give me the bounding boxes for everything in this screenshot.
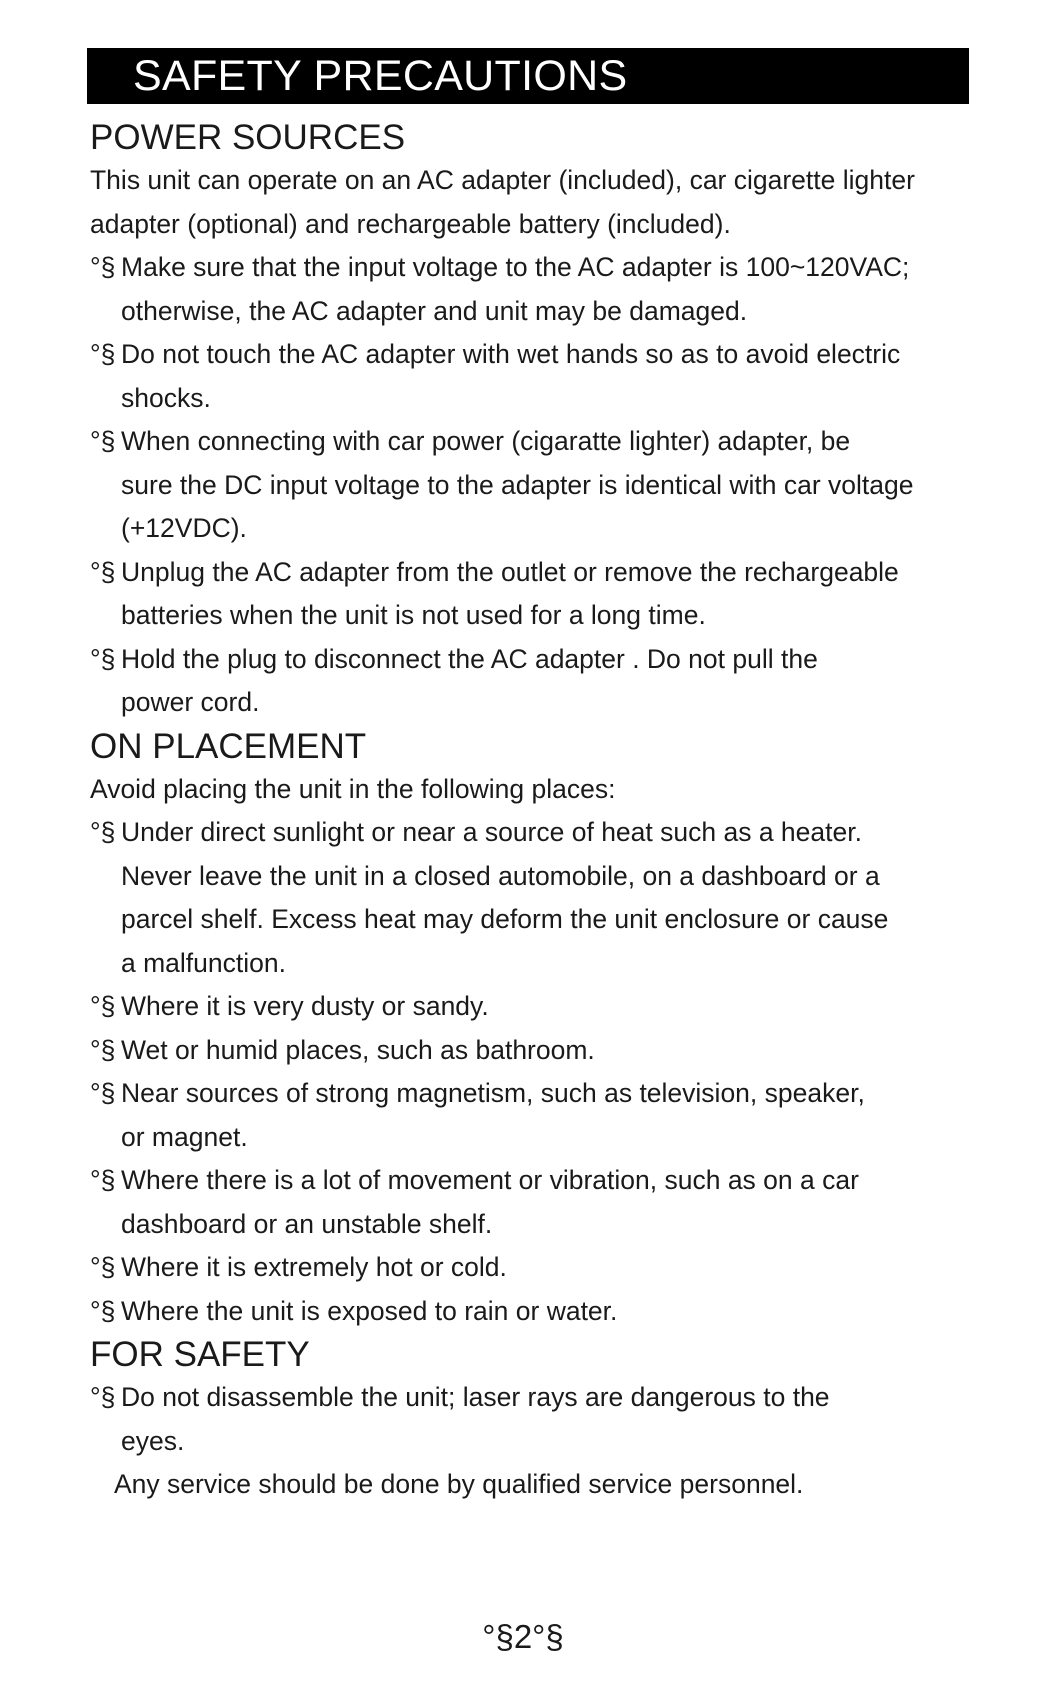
page-title: SAFETY PRECAUTIONS bbox=[87, 48, 969, 104]
item-text: Where it is very dusty or sandy. bbox=[121, 991, 489, 1021]
bullet-marker: °§ bbox=[90, 1295, 116, 1326]
page-content bbox=[90, 116, 985, 1507]
bullet-marker: °§ bbox=[90, 556, 116, 587]
list-item bbox=[90, 638, 985, 725]
item-text: Where the unit is exposed to rain or water. bbox=[121, 1295, 618, 1326]
section-heading: FOR SAFETY bbox=[90, 1335, 310, 1374]
item-text: shocks. bbox=[121, 382, 211, 413]
list-item bbox=[90, 246, 985, 333]
list-item bbox=[90, 1246, 985, 1290]
list-item bbox=[90, 1290, 985, 1334]
item-text: Do not disassemble the unit; laser rays are dangerous to the bbox=[121, 1382, 830, 1412]
intro-line: This unit can operate on an AC adapter (included), car cigarette lighter bbox=[90, 165, 915, 195]
item-text: or magnet. bbox=[121, 1121, 248, 1152]
item-text: Where there is a lot of movement or vibration, such as on a car bbox=[121, 1165, 859, 1195]
bullet-marker: °§ bbox=[90, 1034, 116, 1065]
intro-line: Avoid placing the unit in the following places: bbox=[90, 773, 616, 804]
item-text: batteries when the unit is not used for a long time. bbox=[121, 600, 706, 630]
item-text: eyes. bbox=[121, 1425, 185, 1456]
item-text: Where it is extremely hot or cold. bbox=[121, 1252, 507, 1282]
item-text: When connecting with car power (cigaratte lighter) adapter, be bbox=[121, 426, 851, 456]
bullet-marker: °§ bbox=[90, 1252, 116, 1282]
bullet-marker: °§ bbox=[90, 339, 116, 369]
item-text: (+12VDC). bbox=[121, 513, 247, 543]
bullet-marker: °§ bbox=[90, 1382, 116, 1412]
list-item bbox=[90, 1376, 985, 1463]
bullet-marker: °§ bbox=[90, 991, 116, 1021]
power-sources-section bbox=[90, 116, 985, 725]
list-item bbox=[90, 985, 985, 1029]
list-item bbox=[90, 1072, 985, 1159]
list-item bbox=[90, 420, 985, 551]
section-heading: ON PLACEMENT bbox=[90, 726, 367, 766]
item-text: Under direct sunlight or near a source of heat such as a heater. bbox=[121, 817, 862, 847]
item-text: otherwise, the AC adapter and unit may be damaged. bbox=[121, 295, 748, 326]
item-text: dashboard or an unstable shelf. bbox=[121, 1208, 493, 1239]
list-item bbox=[90, 551, 985, 638]
page-number: °§2°§ bbox=[482, 1618, 564, 1655]
item-text: a malfunction. bbox=[121, 947, 286, 978]
on-placement-section bbox=[90, 725, 985, 1334]
section-heading: POWER SOURCES bbox=[90, 118, 406, 157]
item-text: Do not touch the AC adapter with wet hands so as to avoid electric bbox=[121, 339, 901, 369]
item-text: Unplug the AC adapter from the outlet or remove the rechargeable bbox=[121, 556, 899, 587]
list-item bbox=[90, 1029, 985, 1073]
item-text: Never leave the unit in a closed automobile, on a dashboard or a bbox=[121, 860, 880, 891]
list-item bbox=[90, 811, 985, 985]
item-text: Make sure that the input voltage to the AC adapter is 100~120VAC; bbox=[121, 252, 910, 282]
bullet-marker: °§ bbox=[90, 252, 116, 282]
bullet-marker: °§ bbox=[90, 426, 116, 456]
list-item bbox=[90, 333, 985, 420]
item-text: Near sources of strong magnetism, such as television, speaker, bbox=[121, 1078, 865, 1108]
item-text: Hold the plug to disconnect the AC adapter . Do not pull the bbox=[121, 643, 818, 674]
item-text: parcel shelf. Excess heat may deform the unit enclosure or cause bbox=[121, 904, 889, 934]
list-item bbox=[90, 1159, 985, 1246]
service-note: Any service should be done by qualified service personnel. bbox=[114, 1469, 804, 1499]
item-text: sure the DC input voltage to the adapter is identical with car voltage bbox=[121, 469, 914, 500]
for-safety-section bbox=[90, 1333, 985, 1507]
item-text: Wet or humid places, such as bathroom. bbox=[121, 1034, 595, 1065]
item-text: power cord. bbox=[121, 687, 260, 717]
intro-line: adapter (optional) and rechargeable battery (included). bbox=[90, 208, 731, 239]
bullet-marker: °§ bbox=[90, 817, 116, 847]
bullet-marker: °§ bbox=[90, 1078, 116, 1108]
bullet-marker: °§ bbox=[90, 643, 116, 674]
bullet-marker: °§ bbox=[90, 1165, 116, 1195]
